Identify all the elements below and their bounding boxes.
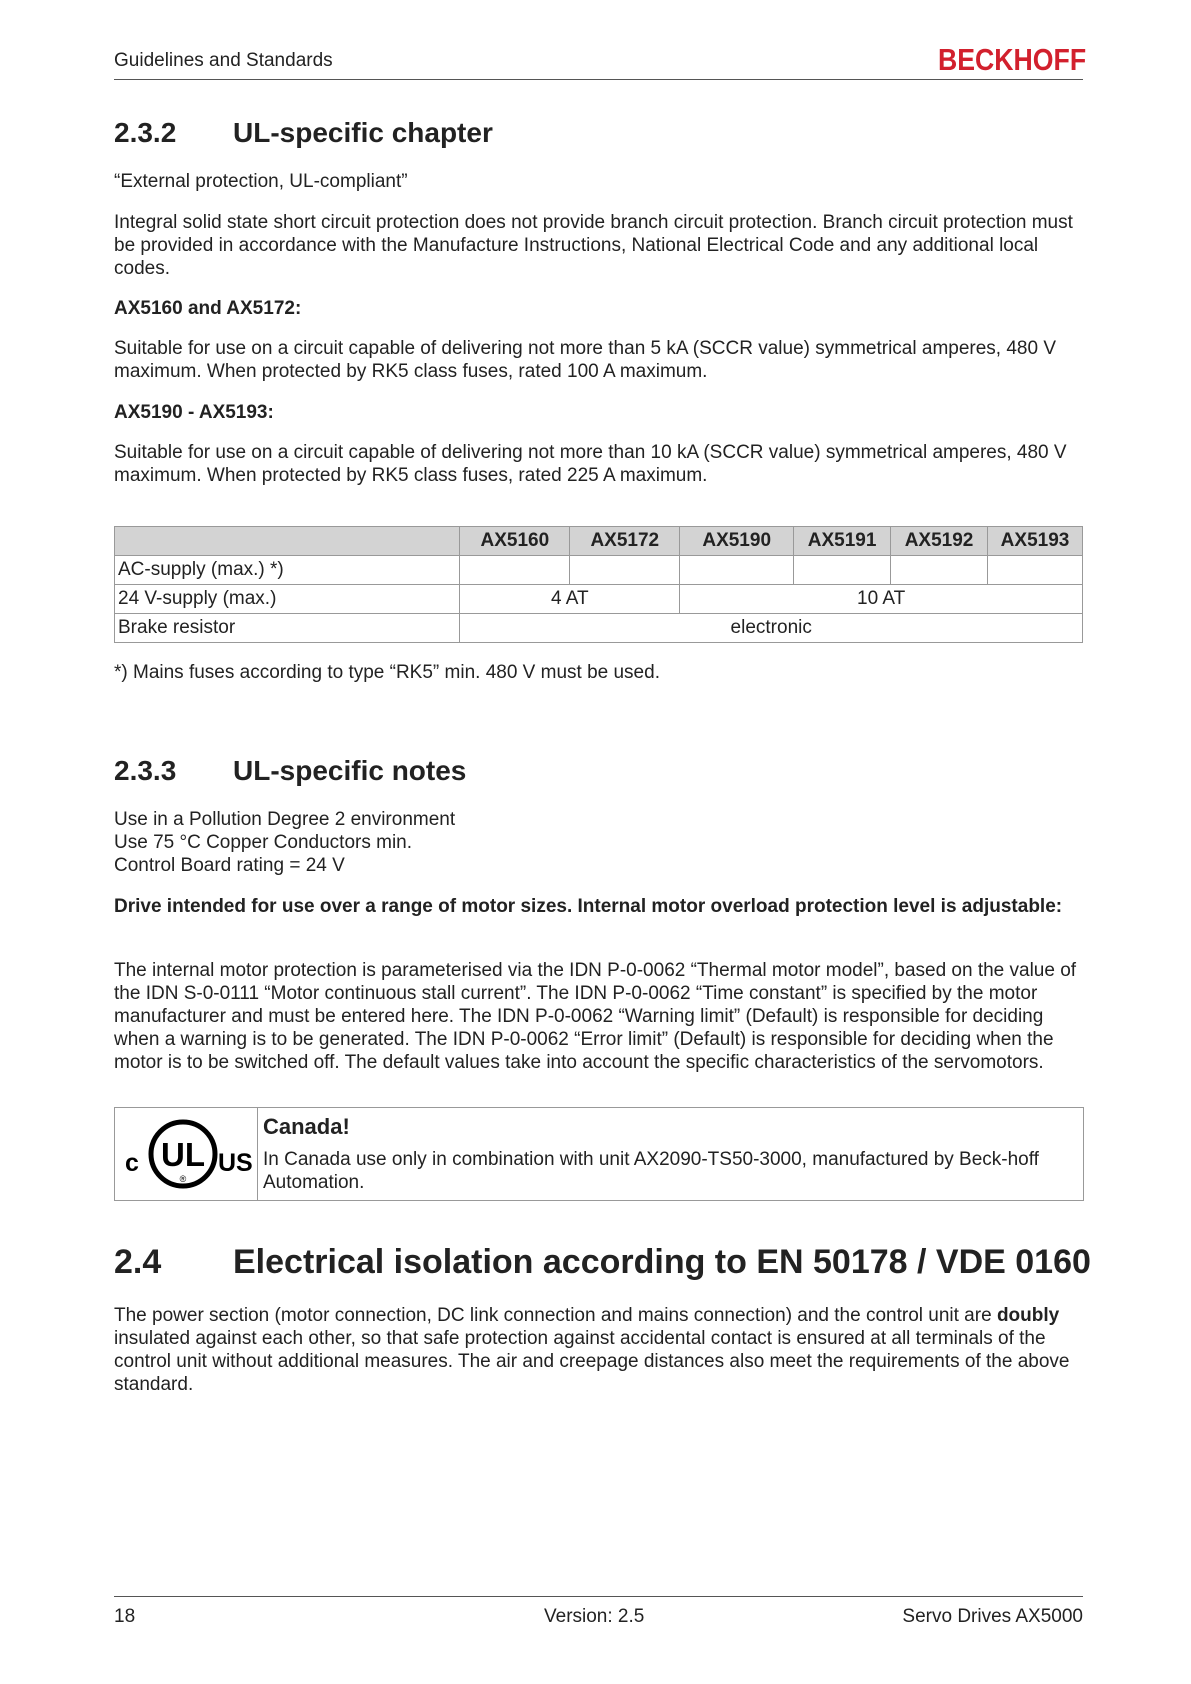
ul-logo-c: c [125, 1149, 139, 1177]
section-title: Electrical isolation according to EN 50178 / VDE 0160 [233, 1243, 1091, 1281]
table-row [115, 614, 1083, 643]
ul-note-line: Use 75 °C Copper Conductors min. [114, 832, 413, 853]
isolation-bold-word: doubly [996, 1305, 1060, 1326]
ax5160-paragraph: Suitable for use on a circuit capable of delivering not more than 5 kA (SCCR value) symmetrical amperes, 480 V maximum. When protected by RK5 class fuses, rated 100 A maximum. [114, 338, 1057, 382]
table-cell [570, 556, 680, 585]
note-text: In Canada use only in combination with unit AX2090-TS50-3000, manufactured by Beck-hoff Automation. [263, 1149, 1039, 1193]
table-row-label: Brake resistor [115, 614, 460, 643]
section-number: 2.3.3 [114, 755, 177, 786]
table-cell: 4 AT [460, 585, 680, 614]
ul-logo-registered: ® [179, 1174, 187, 1184]
section-heading-2-3-2 [114, 117, 1014, 151]
brand-logo: BECKHOFF [938, 42, 1087, 77]
table-cell [891, 556, 988, 585]
table-row-label: AC-supply (max.) *) [115, 556, 460, 585]
ax5190-heading: AX5190 - AX5193: [114, 402, 274, 423]
isolation-text: insulated against each other, so that safe protection against accidental contact is ensured at all terminals of the control unit without additional measures. The air and creepage distances also meet the requirements of the above standard. [114, 1328, 1070, 1395]
section-number: 2.3.2 [114, 117, 177, 148]
ul-notes-list [114, 808, 1086, 877]
table-cell [680, 556, 794, 585]
motor-protection-paragraph: The internal motor protection is parameterised via the IDN P-0-0062 “Thermal motor model”, based on the value of the IDN S-0-0111 “Motor continuous stall current”. The IDN P-0-0062 “Time constant” is specified by the motor manufacturer and must be entered here. The IDN P-0-0062 “Warning limit” (Default) is responsible for deciding when a warning is to be generated. The IDN P-0-0062 “Error limit” (Default) is responsible for deciding when the motor is to be switched off. The default values take into account the specific characteristics of the servomotors. [114, 960, 1077, 1073]
overload-heading: Drive intended for use over a range of motor sizes. Internal motor overload protection level is adjustable: [114, 896, 1063, 917]
ul-note-line: Control Board rating = 24 V [114, 855, 345, 876]
section-heading-2-3-3 [114, 755, 1014, 789]
table-cell [794, 556, 891, 585]
table-footnote: *) Mains fuses according to type “RK5” min. 480 V must be used. [114, 662, 660, 683]
section-number: 2.4 [114, 1243, 162, 1281]
fuse-table [114, 526, 1083, 643]
table-header-cell: AX5160 [460, 527, 570, 556]
header-rule [114, 79, 1083, 80]
ul-note-line: Use in a Pollution Degree 2 environment [114, 809, 456, 830]
canada-note-box [114, 1107, 1084, 1201]
isolation-paragraph [114, 1304, 1086, 1396]
isolation-text: The power section (motor connection, DC link connection and mains connection) and the control unit are [114, 1305, 997, 1326]
table-cell: 10 AT [680, 585, 1083, 614]
ul-listed-logo [123, 1118, 253, 1195]
ul-logo-ul: UL [161, 1136, 205, 1173]
table-row [115, 556, 1083, 585]
table-row [115, 585, 1083, 614]
table-cell [988, 556, 1083, 585]
table-row-label: 24 V-supply (max.) [115, 585, 460, 614]
ax5160-heading: AX5160 and AX5172: [114, 298, 302, 319]
table-header-cell: AX5190 [680, 527, 794, 556]
table-header-cell: AX5191 [794, 527, 891, 556]
section-title: UL-specific chapter [233, 117, 493, 148]
table-header-cell: AX5192 [891, 527, 988, 556]
table-header-row [115, 527, 1083, 556]
table-header-cell: AX5193 [988, 527, 1083, 556]
page-number: 18 [114, 1606, 136, 1627]
note-title: Canada! [263, 1114, 350, 1139]
table-cell [460, 556, 570, 585]
section-heading-2-4 [114, 1243, 1094, 1285]
ul-logo-us: US [218, 1149, 253, 1177]
ul-quote: “External protection, UL-compliant” [114, 171, 408, 192]
table-header-cell: AX5172 [570, 527, 680, 556]
footer-product: Servo Drives AX5000 [902, 1606, 1083, 1627]
ul-intro-paragraph: Integral solid state short circuit protection does not provide branch circuit protection. Branch circuit protection must be provided in accordance with the Manufacture Instructions, National Electrical Code and any additional local codes. [114, 212, 1073, 279]
header-section-title: Guidelines and Standards [114, 50, 333, 71]
footer-version: Version: 2.5 [544, 1606, 645, 1627]
table-header-cell [115, 527, 460, 556]
note-divider [257, 1108, 258, 1200]
section-title: UL-specific notes [233, 755, 467, 786]
table-cell: electronic [460, 614, 1083, 643]
footer-rule [114, 1596, 1083, 1597]
ax5190-paragraph: Suitable for use on a circuit capable of delivering not more than 10 kA (SCCR value) symmetrical amperes, 480 V maximum. When protected by RK5 class fuses, rated 225 A maximum. [114, 442, 1067, 486]
